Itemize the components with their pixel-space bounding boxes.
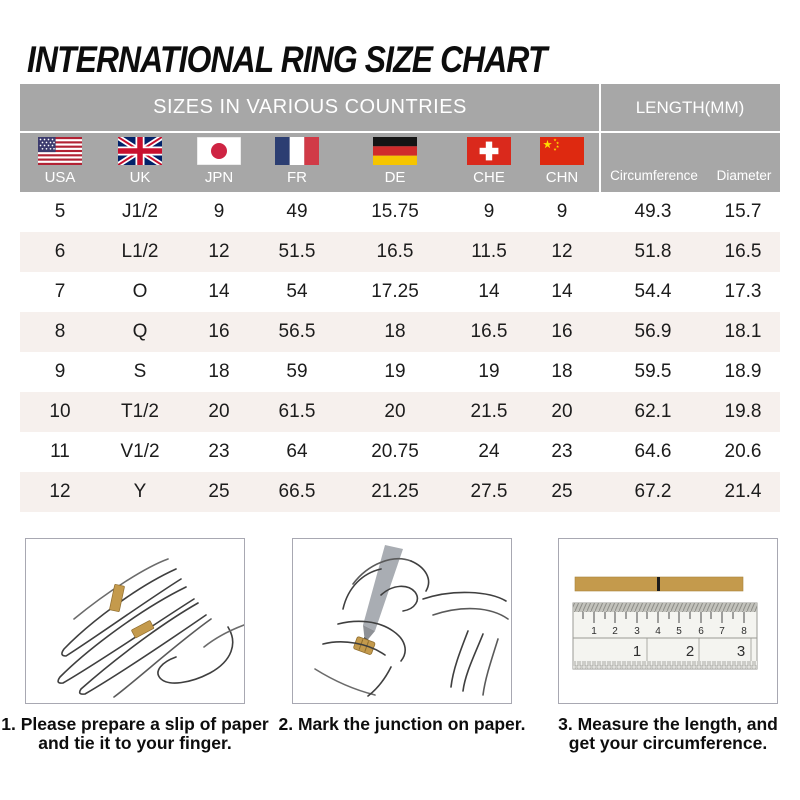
table-cell: 9 [556, 201, 568, 222]
column-label-usa: USA [44, 169, 76, 186]
ring-size-table [20, 84, 780, 512]
table-cell: L1/2 [121, 241, 159, 262]
hand-with-paper-illustration [25, 538, 245, 704]
table-cell: 24 [478, 441, 500, 462]
china-flag-icon [540, 137, 584, 165]
table-cell: 11 [50, 441, 70, 462]
table-cell: 49 [286, 201, 308, 222]
table-cell: 9 [54, 361, 66, 382]
sizes-countries-header: SIZES IN VARIOUS COUNTRIES [153, 96, 467, 118]
table-cell: 18.9 [724, 361, 762, 382]
table-cell: 23 [208, 441, 230, 462]
column-label-chn: CHN [545, 169, 579, 186]
table-cell: 16.5 [470, 321, 508, 342]
table-cell: T1/2 [120, 401, 160, 422]
column-header-uk [100, 133, 180, 192]
table-row [20, 472, 780, 512]
table-cell: 49.3 [634, 201, 672, 222]
japan-flag-icon [197, 137, 241, 165]
table-cell: 12 [208, 241, 230, 262]
uk-flag-icon [118, 137, 162, 165]
table-cell: 25 [551, 481, 573, 502]
table-cell: 62.1 [634, 401, 672, 422]
ruler-inch-number: 2 [685, 643, 695, 660]
table-cell: 21.25 [371, 481, 419, 502]
table-cell: Y [133, 481, 147, 502]
marking-paper-illustration [292, 538, 512, 704]
column-header-usa [20, 133, 100, 192]
column-label-jpn: JPN [204, 169, 234, 186]
table-row [20, 232, 780, 272]
ruler-measurement-illustration [558, 538, 778, 704]
caption-line: and tie it to your finger. [38, 733, 232, 753]
table-cell: 61.5 [278, 401, 316, 422]
table-cell: J1/2 [122, 201, 158, 222]
table-cell: 12 [551, 241, 573, 262]
length-subheaders [600, 133, 780, 192]
length-mm-header: LENGTH(MM) [635, 97, 745, 117]
column-header-jpn [180, 133, 258, 192]
caption-line: get your circumference. [568, 733, 768, 753]
circumference-column-label: Circumference [610, 168, 698, 183]
table-cell: 12 [49, 481, 71, 502]
table-cell: O [132, 281, 148, 302]
table-row [20, 272, 780, 312]
diameter-column-label: Diameter [716, 168, 772, 183]
usa-flag-icon [38, 137, 82, 165]
germany-flag-icon [373, 137, 417, 165]
table-cell: 15.75 [371, 201, 419, 222]
table-cell: 14 [478, 281, 500, 302]
table-cell: 19 [478, 361, 500, 382]
france-flag-icon [275, 137, 319, 165]
ruler-cm-number: 3 [634, 626, 640, 637]
ruler-cm-number: 8 [741, 626, 747, 637]
table-cell: 67.2 [634, 481, 672, 502]
caption-line: 1. Please prepare a slip of paper [1, 714, 269, 734]
instruction-step-2 [278, 538, 526, 734]
column-label-de: DE [384, 169, 406, 186]
instruction-caption-1 [0, 715, 270, 753]
flag-row [20, 133, 780, 192]
table-cell: 17.3 [724, 281, 762, 302]
caption-line: 2. Mark the junction on paper. [278, 714, 526, 734]
ruler-cm-number: 2 [612, 626, 618, 637]
table-header [20, 84, 780, 192]
table-cell: 64.6 [634, 441, 672, 462]
ruler-cm-number: 6 [698, 626, 704, 637]
table-row [20, 432, 780, 472]
table-cell: 18 [208, 361, 230, 382]
column-header-che [454, 133, 524, 192]
table-cell: 6 [54, 241, 66, 262]
table-row [20, 312, 780, 352]
table-cell: 64 [286, 441, 308, 462]
table-cell: 5 [54, 201, 66, 222]
table-cell: 20 [551, 401, 573, 422]
table-cell: 20.6 [724, 441, 762, 462]
table-cell: 16.5 [724, 241, 762, 262]
table-cell: 15.7 [724, 201, 762, 222]
table-cell: 16.5 [376, 241, 414, 262]
table-cell: 16 [551, 321, 573, 342]
switzerland-flag-icon [467, 137, 511, 165]
column-label-uk: UK [129, 169, 151, 186]
table-cell: 54 [286, 281, 308, 302]
table-cell: 20.75 [371, 441, 419, 462]
table-cell: 56.5 [278, 321, 316, 342]
table-cell: 59.5 [634, 361, 672, 382]
table-cell: 51.8 [634, 241, 672, 262]
table-cell: 20 [384, 401, 406, 422]
column-header-chn [524, 133, 600, 192]
column-label-fr: FR [287, 169, 307, 186]
table-row [20, 352, 780, 392]
table-cell: Q [132, 321, 148, 342]
ruler-inch-number: 3 [736, 643, 746, 660]
instruction-step-3 [558, 538, 778, 753]
table-cell: V1/2 [120, 441, 160, 462]
instruction-step-1 [1, 538, 269, 753]
table-cell: 54.4 [634, 281, 672, 302]
table-cell: 19.8 [724, 401, 762, 422]
table-body [20, 192, 780, 512]
instruction-caption-2 [267, 715, 537, 734]
instruction-caption-3 [533, 715, 800, 753]
ruler-cm-number: 7 [719, 626, 725, 637]
table-row [20, 192, 780, 232]
table-cell: 21.5 [470, 401, 508, 422]
table-cell: 25 [208, 481, 230, 502]
ruler-cm-number: 5 [676, 626, 682, 637]
table-cell: 27.5 [470, 481, 508, 502]
header-vertical-divider [599, 84, 601, 192]
page-title: INTERNATIONAL RING SIZE CHART [27, 39, 547, 80]
column-label-che: CHE [473, 169, 505, 186]
table-cell: 59 [286, 361, 308, 382]
table-cell: 10 [49, 401, 71, 422]
table-cell: 8 [54, 321, 66, 342]
table-cell: S [133, 361, 147, 382]
table-cell: 9 [483, 201, 495, 222]
column-header-fr [258, 133, 336, 192]
table-cell: 14 [551, 281, 573, 302]
table-cell: 7 [54, 281, 66, 302]
table-cell: 9 [213, 201, 225, 222]
caption-line: 3. Measure the length, and [558, 714, 778, 734]
table-cell: 23 [551, 441, 573, 462]
table-cell: 11.5 [471, 241, 507, 262]
table-cell: 56.9 [634, 321, 672, 342]
ruler-cm-number: 1 [591, 626, 597, 637]
ruler-cm-number: 4 [655, 626, 661, 637]
table-cell: 66.5 [278, 481, 316, 502]
ruler-inch-number: 1 [632, 643, 642, 660]
table-cell: 18.1 [724, 321, 762, 342]
table-cell: 21.4 [724, 481, 762, 502]
table-cell: 19 [384, 361, 406, 382]
header-group-row [20, 84, 780, 131]
table-cell: 51.5 [278, 241, 316, 262]
table-row [20, 392, 780, 432]
table-cell: 17.25 [371, 281, 419, 302]
table-cell: 18 [384, 321, 406, 342]
table-cell: 18 [551, 361, 573, 382]
table-cell: 16 [208, 321, 230, 342]
table-cell: 20 [208, 401, 230, 422]
column-header-de [336, 133, 454, 192]
table-cell: 14 [208, 281, 230, 302]
